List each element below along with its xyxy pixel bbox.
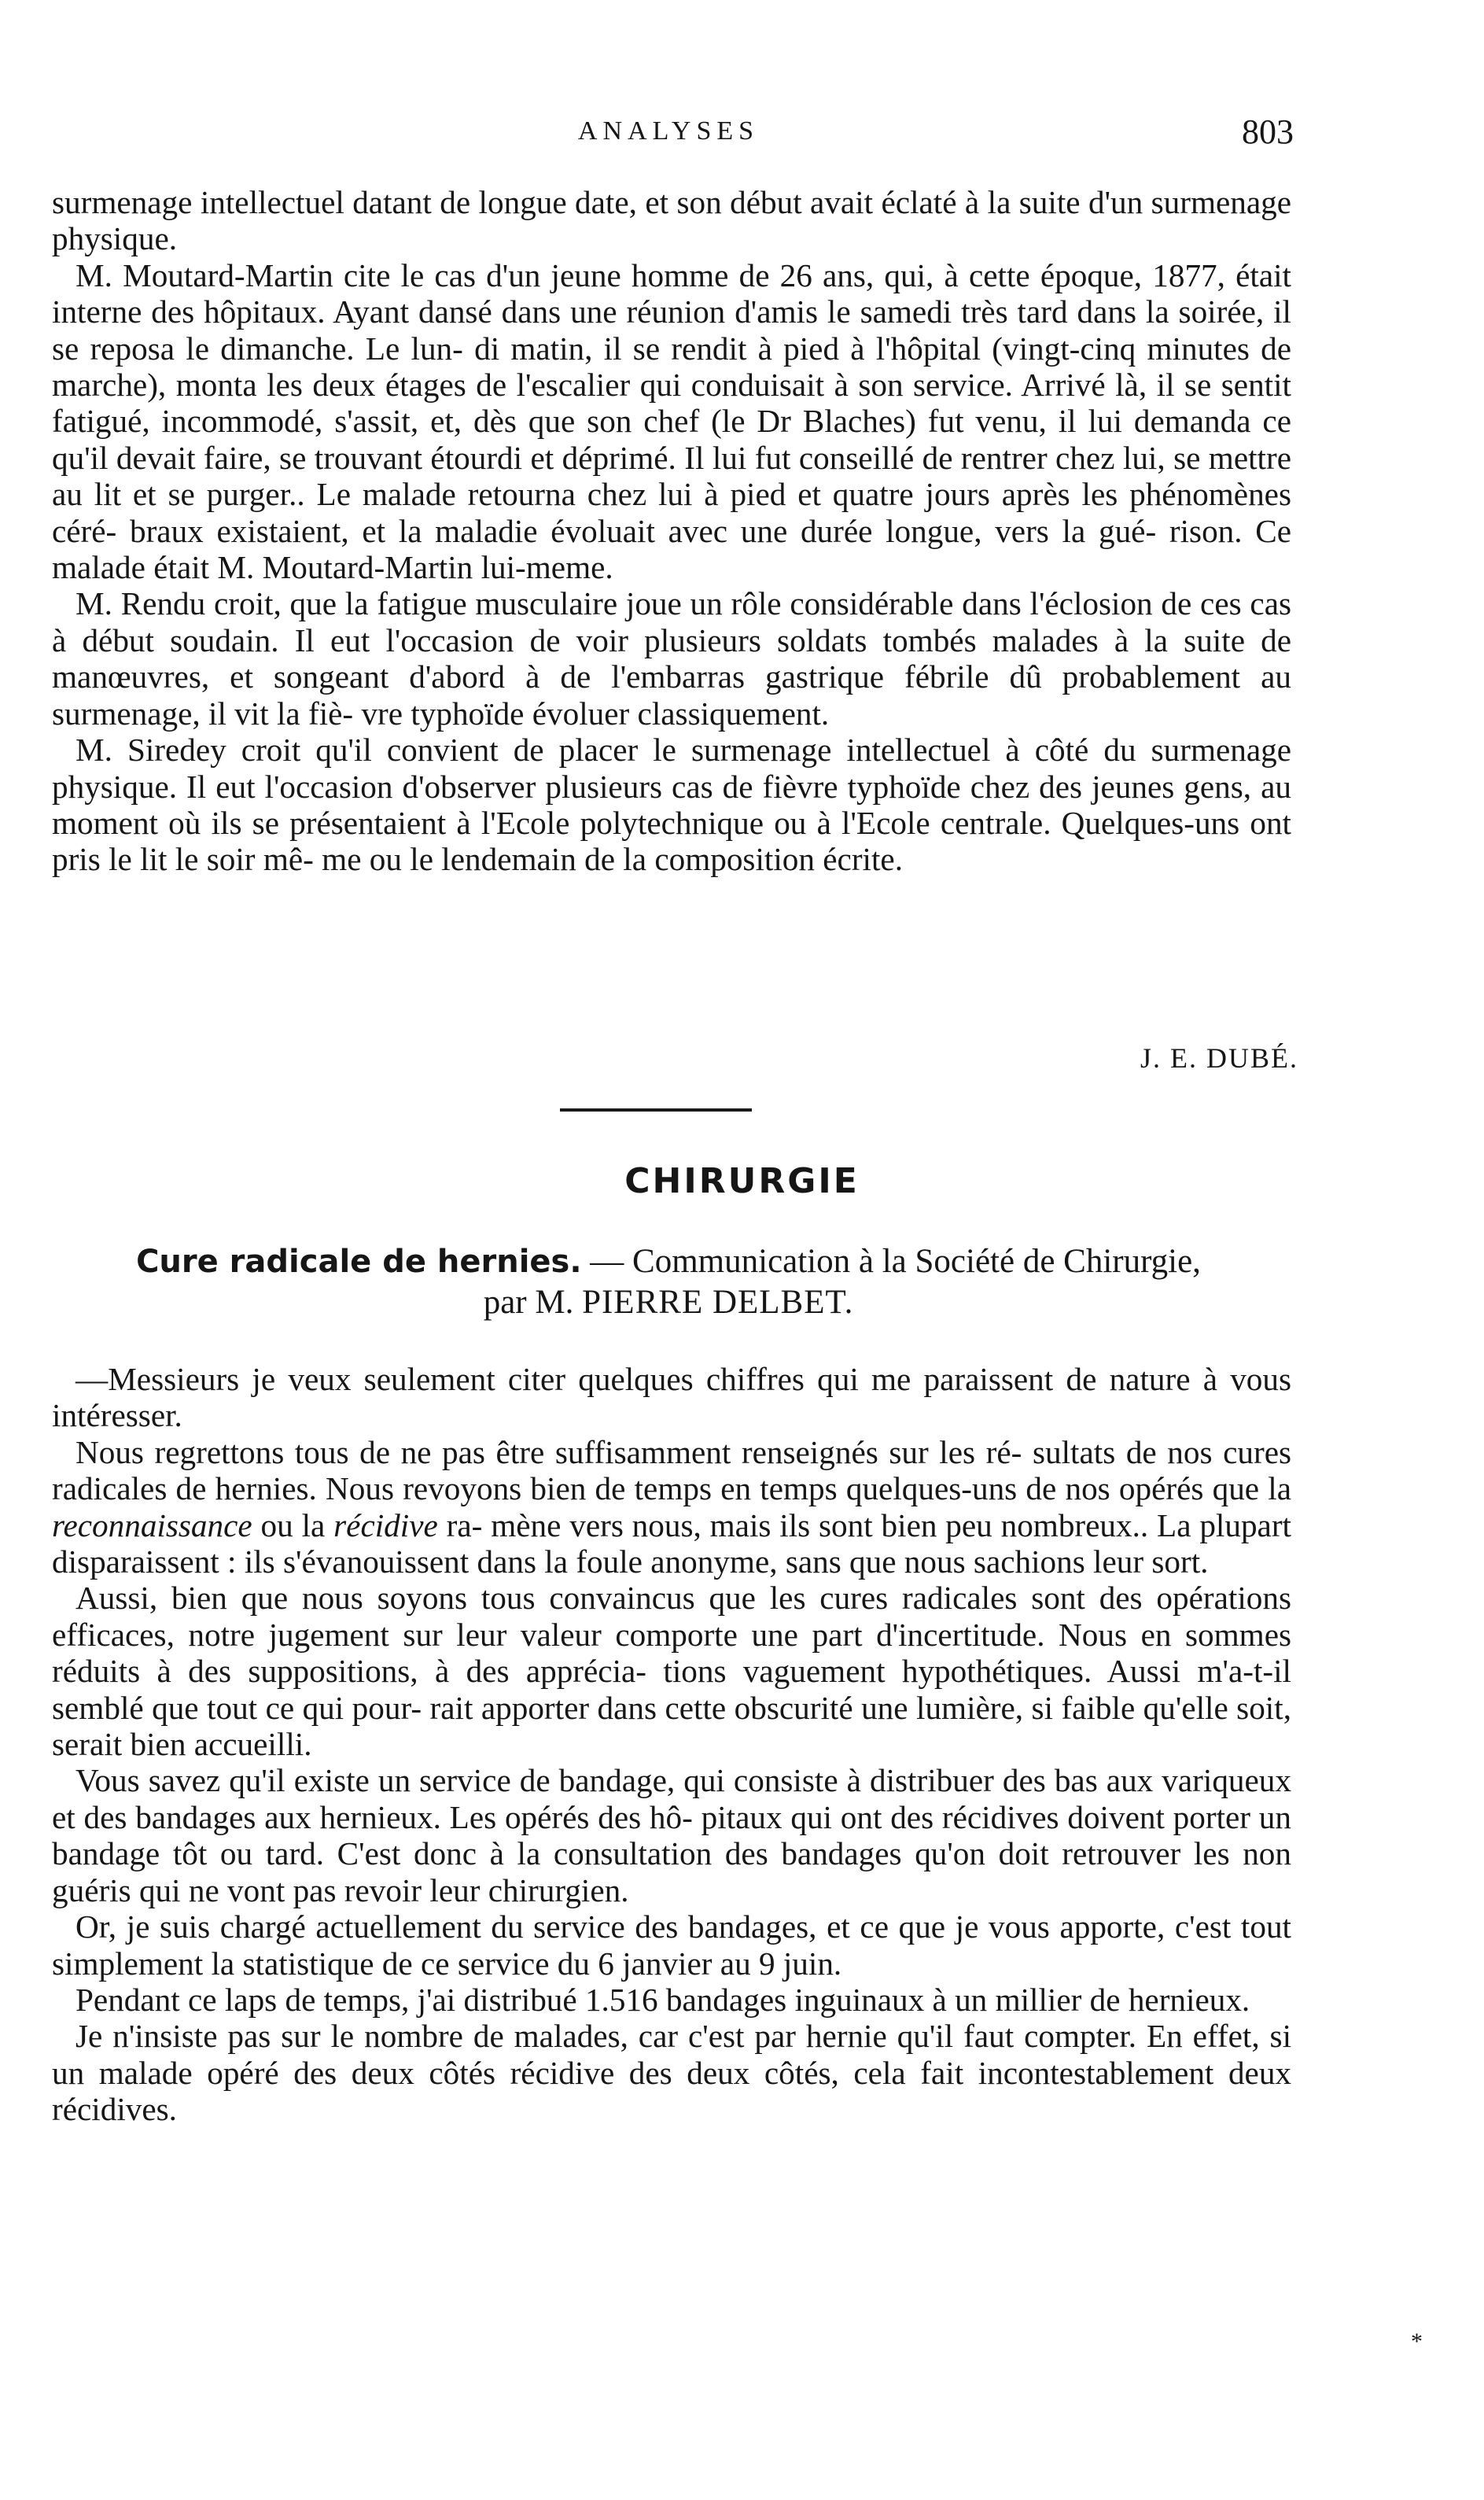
text-line: polytechnique ou à l'Ecole centrale. Quelques-uns ont pris le lit le soir mê- — [52, 804, 1292, 878]
text-line: —Messieurs je veux seulement citer quelques chiffres qui me paraissent — [75, 1361, 1054, 1397]
article-title: Cure radicale de hernies. — [136, 1244, 582, 1280]
text-line: temps quelques-uns de nos opérés que la — [760, 1470, 1291, 1507]
text-line: suite d'un surmenage physique. — [52, 184, 1292, 257]
text-line: Il lui fut conseillé de rentrer chez lui, se mettre au lit et se purger.. Le — [52, 439, 1291, 513]
text-line: bien accueilli. — [130, 1726, 312, 1763]
text-line: millier de hernieux. — [995, 1981, 1250, 2018]
text-line: sultats de nos cures radicales de hernies. Nous revoyons bien de temps en — [52, 1433, 1292, 1507]
text-line: monta les deux étages de l'escalier qui conduisait à son service. Arrivé là, — [175, 367, 1147, 404]
text-line: Pendant ce laps de temps, j'ai distribué 1.516 bandages inguinaux à un — [75, 1981, 988, 2018]
text-line: l'éclosion de ces cas à début soudain. Il eut l'occasion de voir plusieurs — [52, 585, 1292, 658]
page-number: 803 — [1242, 112, 1294, 151]
paragraph — [52, 184, 1291, 257]
text-line: époque, 1877, était interne des hôpitaux. Ayant dansé dans une réunion — [52, 256, 1291, 330]
paragraph — [52, 732, 1291, 878]
paragraph — [52, 1434, 1291, 1580]
article-byline — [79, 1282, 1258, 1323]
paragraph — [52, 257, 1291, 586]
section-divider — [560, 1108, 752, 1112]
text-line: rait apporter dans cette obscurité une lumière, si faible qu'elle soit, serait — [52, 1689, 1291, 1763]
text-line: côtés, cela fait incontestablement deux récidives. — [52, 2054, 1292, 2128]
text-line: compter. En effet, si un malade opéré des deux côtés récidive des deux — [52, 2018, 1292, 2091]
text-line: l'embarras gastrique fébrile dû probablement au surmenage, il vit la fiè- — [52, 658, 1292, 732]
text-line: mène vers nous, mais ils sont bien peu nombreux.. La plupart disparaissent : — [52, 1506, 1291, 1580]
article-heading — [79, 1241, 1258, 1323]
text-line: rison. Ce malade était M. Moutard-Martin lui-meme. — [52, 512, 1292, 586]
text-line: typhoïde chez des jeunes gens, au moment où ils se présentaient à l'Ecole — [52, 768, 1291, 841]
paragraph — [52, 585, 1291, 732]
text-line: qui ne vont pas revoir leur chirurgien. — [138, 1871, 629, 1908]
paragraph — [52, 1908, 1291, 1982]
text-line: fut venu, il lui demanda ce qu'il devait faire, se trouvant étourdi et déprimé. — [52, 403, 1291, 476]
text-line: de nature à vous intéresser. — [52, 1361, 1292, 1434]
paragraph — [52, 1361, 1291, 1434]
text-line: tions vaguement hypothétiques. Aussi m'a-t-il semblé que tout ce qui pour- — [52, 1653, 1292, 1726]
text-line: des opérations efficaces, notre jugement sur leur valeur comporte une part — [52, 1580, 1291, 1653]
text-line: M. Rendu croit, que la fatigue musculaire joue un rôle considérable dans — [75, 585, 1022, 622]
byline-prefix: par M. — [483, 1284, 574, 1321]
running-title: ANALYSES — [577, 116, 760, 146]
text-line: ou la — [260, 1506, 326, 1543]
text-line: braux existaient, et la maladie évoluait avec une durée longue, vers la gué- — [130, 512, 1157, 549]
text-line: Nous regrettons tous de ne pas être suffisamment renseignés sur les ré- — [75, 1433, 1022, 1470]
paragraph — [52, 1982, 1291, 2018]
text-line: M. Siredey croit qu'il convient de placer le surmenage intellectuel à côté — [75, 732, 1089, 769]
text-line: apporte, c'est tout simplement la statistique de ce service du 6 janvier au 9 — [52, 1908, 1292, 1982]
text-line: di matin, il se rendit à pied à l'hôpital (vingt-cinq minutes de marche), — [52, 330, 1292, 404]
text-line: d'incertitude. Nous en sommes réduits à des suppositions, à des apprécia- — [52, 1616, 1292, 1690]
text-line: du surmenage physique. Il eut l'occasion d'observer plusieurs cas de fièvre — [52, 732, 1292, 805]
margin-mark: * — [1411, 2329, 1423, 2354]
section-heading: CHIRURGIE — [624, 1161, 860, 1201]
text-line: juin. — [783, 1945, 842, 1982]
article-author: PIERRE DELBET. — [582, 1284, 854, 1321]
running-header — [0, 112, 1484, 164]
italic-term: récidive — [333, 1506, 438, 1543]
italic-term: reconnaissance — [52, 1506, 252, 1543]
text-line: vre typhoïde évoluer classiquement. — [361, 695, 830, 732]
text-line: me ou le lendemain de la composition écrite. — [322, 841, 903, 878]
article-body — [52, 1361, 1291, 2128]
article-title-line — [79, 1241, 1258, 1282]
text-line: d'amis le samedi très tard dans la soirée, il se reposa le dimanche. Le lun- — [52, 293, 1291, 367]
text-line: malade retourna chez lui à pied et quatre jours après les phénomènes céré- — [52, 476, 1291, 549]
analysis-text-section — [52, 184, 1291, 878]
text-line: pitaux qui ont des récidives doivent porter un bandage tôt ou tard. C'est — [52, 1798, 1291, 1872]
text-line: des bas aux variqueux et des bandages aux hernieux. Les opérés des hô- — [52, 1762, 1291, 1835]
article-subtitle: — Communication à la Société de Chirurgie, — [590, 1243, 1201, 1280]
text-line: ra- — [446, 1506, 483, 1543]
text-line: soldats tombés malades à la suite de manœuvres, et songeant d'abord à de — [52, 621, 1292, 695]
paragraph — [52, 1580, 1291, 1762]
text-line: surmenage intellectuel datant de longue date, et son début avait éclaté à la — [52, 184, 1011, 220]
text-line: ils s'évanouissent dans la foule anonyme, sans que nous sachions leur sort. — [244, 1543, 1209, 1580]
text-line: Aussi, bien que nous soyons tous convaincus que les cures radicales sont — [75, 1580, 1085, 1617]
text-line: Vous savez qu'il existe un service de bandage, qui consiste à distribuer — [75, 1762, 994, 1799]
text-line: il se sentit fatigué, incommodé, s'assit, et, dès que son chef (le Dr Blaches) — [52, 367, 1292, 440]
paragraph — [52, 2018, 1291, 2127]
text-line: Je n'insiste pas sur le nombre de malades, car c'est par hernie qu'il faut — [75, 2018, 1014, 2055]
text-line: donc à la consultation des bandages qu'on doit retrouver les non guéris — [52, 1835, 1291, 1908]
text-line: M. Moutard-Martin cite le cas d'un jeune homme de 26 ans, qui, à cette — [75, 256, 1030, 293]
paragraph — [52, 1762, 1291, 1908]
author-signature: J. E. DUBÉ. — [1140, 1042, 1298, 1074]
text-line: Or, je suis chargé actuellement du service des bandages, et ce que je vous — [75, 1908, 1050, 1945]
